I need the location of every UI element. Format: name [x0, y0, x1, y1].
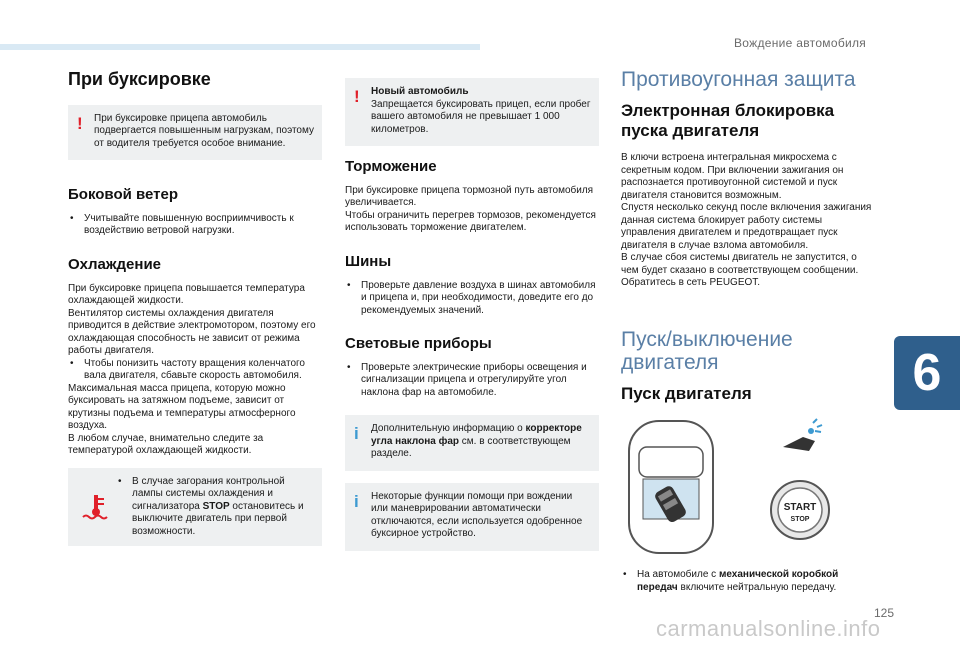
- start-stop-button-icon: [769, 479, 831, 541]
- crosswind-title: Боковой ветер: [68, 186, 179, 203]
- coolant-lamp-text: • В случае загорания контрольной лампы системы охлаждения и сигнализатора STOP остановитесь и выключите двигатель при первой возможности.: [116, 476, 314, 539]
- driving-aids-info-text: Некоторые функции помощи при вождении или маневрировании автоматически отключаются, если используется одобренное буксирное устройство.: [371, 490, 583, 540]
- new-car-title: Новый автомобиль: [371, 86, 469, 97]
- press-hand-icon: [779, 417, 827, 461]
- coolant-temperature-icon: [76, 476, 116, 539]
- start-illustration: [621, 417, 875, 557]
- cooling-p3: Максимальная масса прицепа, которую можно буксировать на затяжном подъеме, зависит от крутизны подъема и температуры атмосферного воздуха.: [68, 382, 296, 431]
- headlamp-info-box: [345, 415, 599, 471]
- antitheft-title: Противоугонная защита: [621, 68, 856, 91]
- cooling-p2: Вентилятор системы охлаждения двигателя приводится в действие электромотором, поэтому его охлаждающая способность не зависит от режима работы двигателя.: [68, 307, 316, 356]
- warning-icon: !: [77, 113, 83, 133]
- page-number: 125: [874, 606, 895, 620]
- cooling-p1: При буксировке прицепа повышается температура охлаждающей жидкости.: [68, 282, 305, 306]
- watermark: carmanualsonline.info: [656, 616, 881, 641]
- column-towing: [68, 68, 322, 546]
- svg-text:START: START: [783, 502, 817, 514]
- crosswind-bullet: • Учитывайте повышенную восприимчивость к воздействию ветровой нагрузки.: [68, 213, 322, 238]
- headlamp-info-text: Дополнительную информацию о корректоре угла наклона фар см. в соответствующем разделе.: [371, 423, 582, 460]
- immobiliser-p1: В ключи встроена интегральная микросхема с секретным кодом. При включении зажигания он распознается противоугонной системой и пуск двигателя становится возможным.: [621, 152, 844, 201]
- new-car-text: Запрещается буксировать прицеп, если пробег вашего автомобиля не превышает 1 000 километров.: [371, 98, 591, 135]
- braking-p2: Чтобы ограничить перегрев тормозов, рекомендуется использовать торможение двигателем.: [345, 209, 596, 234]
- top-accent-bar: [0, 44, 480, 50]
- cooling-bullet: • Чтобы понизить частоту вращения коленчатого вала двигателя, сбавьте скорость автомобиля.: [68, 358, 322, 383]
- towing-warning-box: [68, 105, 322, 161]
- section-header: Вождение автомобиля: [734, 36, 867, 50]
- car-key-icon: [621, 417, 721, 557]
- warning-icon: !: [354, 87, 360, 106]
- braking-title: Торможение: [345, 158, 437, 175]
- cooling-title: Охлаждение: [68, 255, 162, 273]
- lights-bullet: • Проверьте электрические приборы освещения и сигнализации прицепа и отрегулируйте угол наклона фар на автомобиле.: [345, 362, 599, 400]
- braking-p1: При буксировке прицепа тормозной путь автомобиля увеличивается.: [345, 184, 594, 209]
- lights-title: Световые приборы: [345, 335, 492, 352]
- immobiliser-p2: Спустя несколько секунд после включения зажигания данная система блокирует работу системы управления двигателем и предотвращает пуск двигателя в случае взлома автомобиля.: [621, 202, 872, 251]
- tyres-bullet: • Проверьте давление воздуха в шинах автомобиля и прицепа и, при необходимости, доведите его до рекомендуемых значений.: [345, 280, 599, 318]
- driving-aids-info-box: [345, 483, 599, 551]
- info-icon: i: [354, 424, 359, 444]
- new-car-warning-box: [345, 78, 599, 146]
- tyres-title: Шины: [345, 252, 392, 270]
- immobiliser-title: Электронная блокировка пуска двигателя: [621, 101, 835, 140]
- coolant-lamp-box: [68, 468, 322, 547]
- start-title: Пуск двигателя: [621, 383, 752, 403]
- towing-title: При буксировке: [68, 69, 211, 89]
- start-stop-title: Пуск/выключение двигателя: [621, 327, 793, 374]
- column-antitheft: [621, 68, 875, 594]
- manual-gearbox-bullet: • На автомобиле с механической коробкой передач включите нейтральную передачу.: [621, 569, 875, 594]
- column-braking: [345, 68, 599, 561]
- cooling-p4: В любом случае, внимательно следите за температурой охлаждающей жидкости.: [68, 432, 264, 456]
- chapter-tab: 6: [894, 336, 960, 410]
- towing-warning-text: При буксировке прицепа автомобиль подвергается повышенным нагрузкам, поэтому от водителя требуется особое внимание.: [94, 112, 314, 149]
- svg-text:STOP: STOP: [790, 516, 810, 524]
- info-icon: i: [354, 491, 359, 511]
- immobiliser-p3: В случае сбоя системы двигатель не запустится, о чем будет сказано в соответствующем сообщении. Обратитесь в сеть PEUGEOT.: [621, 252, 859, 289]
